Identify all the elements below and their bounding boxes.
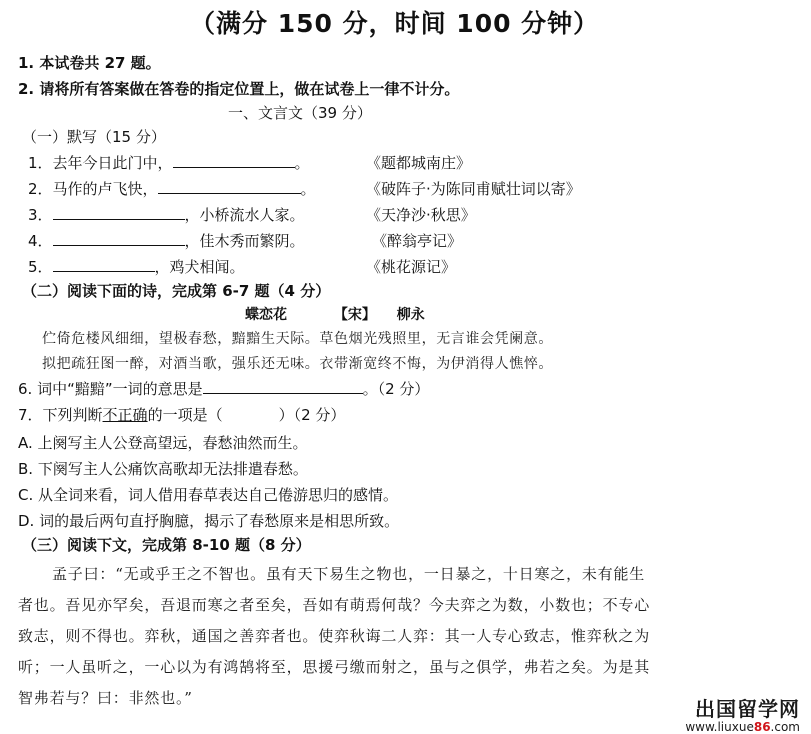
question-2 bbox=[28, 178, 316, 199]
question-7-part-a: 7．下列判断 bbox=[18, 406, 103, 424]
answer-blank-3[interactable] bbox=[53, 204, 185, 220]
question-6-prefix: 6. 词中“黯黯”一词的意思是 bbox=[18, 380, 203, 398]
answer-blank-5[interactable] bbox=[53, 256, 155, 272]
question-7-part-d: ）（2 分） bbox=[278, 406, 346, 424]
question-3-suffix: ，小桥流水人家。 bbox=[184, 206, 305, 224]
question-6-suffix: 。（2 分） bbox=[362, 380, 430, 398]
question-5-prefix: 5． bbox=[28, 258, 53, 276]
question-6 bbox=[18, 378, 429, 399]
option-c: C. 从全词来看，词人借用春草表达自己倦游思归的感情。 bbox=[18, 486, 399, 504]
option-a: A. 上阕写主人公登高望远，春愁油然而生。 bbox=[18, 434, 308, 452]
question-3-prefix: 3． bbox=[28, 206, 53, 224]
watermark-logo bbox=[640, 693, 800, 734]
passage-line-1: 孟子曰：“无或乎王之不智也。虽有天下易生之物也，一日暴之，十日寒之，未有能生 bbox=[52, 565, 646, 583]
watermark-name: 出国留学网 bbox=[695, 697, 800, 721]
instruction-2: 2. 请将所有答案做在答卷的指定位置上，做在试卷上一律不计分。 bbox=[18, 80, 460, 98]
question-3-source: 《天净沙·秋思》 bbox=[366, 206, 476, 224]
answer-blank-4[interactable] bbox=[53, 230, 185, 246]
question-2-prefix: 2．马作的卢飞快， bbox=[28, 180, 158, 198]
instruction-1: 1. 本试卷共 27 题。 bbox=[18, 54, 161, 72]
answer-blank-6[interactable] bbox=[203, 378, 363, 394]
exam-title: （满分 150 分，时间 100 分钟） bbox=[190, 9, 600, 38]
option-d: D. 词的最后两句直抒胸臆，揭示了春愁原来是相思所致。 bbox=[18, 512, 400, 530]
passage-line-3: 致志，则不得也。弈秋，通国之善弈者也。使弈秋诲二人弈：其一人专心致志，惟弈秋之为 bbox=[18, 627, 651, 645]
question-4 bbox=[28, 230, 305, 251]
passage-line-5: 智弗若与？曰：非然也。” bbox=[18, 689, 193, 707]
poem-line-1: 伫倚危楼风细细，望极春愁，黯黯生天际。草色烟光残照里，无言谁会凭阑意。 bbox=[42, 331, 553, 347]
passage-line-4: 听；一人虽听之，一心以为有鸿鹄将至，思援弓缴而射之，虽与之俱学，弗若之矣。为是其 bbox=[18, 658, 651, 676]
question-1 bbox=[28, 152, 310, 173]
question-5 bbox=[28, 256, 245, 277]
question-1-source: 《题都城南庄》 bbox=[366, 154, 472, 172]
watermark-url-suffix: .com bbox=[770, 720, 800, 734]
question-5-source: 《桃花源记》 bbox=[366, 258, 457, 276]
question-4-suffix: ，佳木秀而繁阴。 bbox=[184, 232, 305, 250]
question-7-part-c: 的一项是（ bbox=[147, 406, 223, 424]
option-b: B. 下阕写主人公痛饮高歌却无法排遣春愁。 bbox=[18, 460, 308, 478]
question-5-suffix: ，鸡犬相闻。 bbox=[154, 258, 245, 276]
question-4-prefix: 4． bbox=[28, 232, 53, 250]
poem-header bbox=[245, 304, 425, 324]
poem-author: 柳永 bbox=[396, 307, 425, 323]
answer-blank-1[interactable] bbox=[173, 152, 295, 168]
watermark-url-number: 86 bbox=[753, 720, 771, 734]
question-1-prefix: 1．去年今日此门中， bbox=[28, 154, 173, 172]
watermark-url-prefix: www.liuxue bbox=[685, 720, 754, 734]
passage-line-2: 者也。吾见亦罕矣，吾退而寒之者至矣，吾如有萌焉何哉？今夫弈之为数，小数也；不专心 bbox=[18, 596, 651, 614]
poem-line-2: 拟把疏狂图一醉，对酒当歌，强乐还无味。衣带渐宽终不悔，为伊消得人憔悴。 bbox=[42, 356, 553, 372]
part3-heading: （三）阅读下文，完成第 8-10 题（8 分） bbox=[22, 536, 311, 554]
section-heading-classical: 一、文言文（39 分） bbox=[228, 104, 372, 122]
part2-heading: （二）阅读下面的诗，完成第 6-7 题（4 分） bbox=[22, 282, 331, 300]
poem-title: 蝶恋花 bbox=[245, 307, 287, 323]
answer-blank-2[interactable] bbox=[158, 178, 301, 194]
question-1-suffix: 。 bbox=[294, 154, 310, 172]
question-3 bbox=[28, 204, 305, 225]
question-2-source: 《破阵子·为陈同甫赋壮词以寄》 bbox=[366, 180, 581, 198]
question-2-suffix: 。 bbox=[300, 180, 316, 198]
part1-heading: （一）默写（15 分） bbox=[22, 128, 166, 146]
question-7 bbox=[18, 404, 345, 425]
question-4-source: 《醉翁亭记》 bbox=[372, 232, 463, 250]
question-7-emphasis: 不正确 bbox=[102, 406, 148, 424]
poem-dynasty: 【宋】 bbox=[333, 307, 376, 323]
